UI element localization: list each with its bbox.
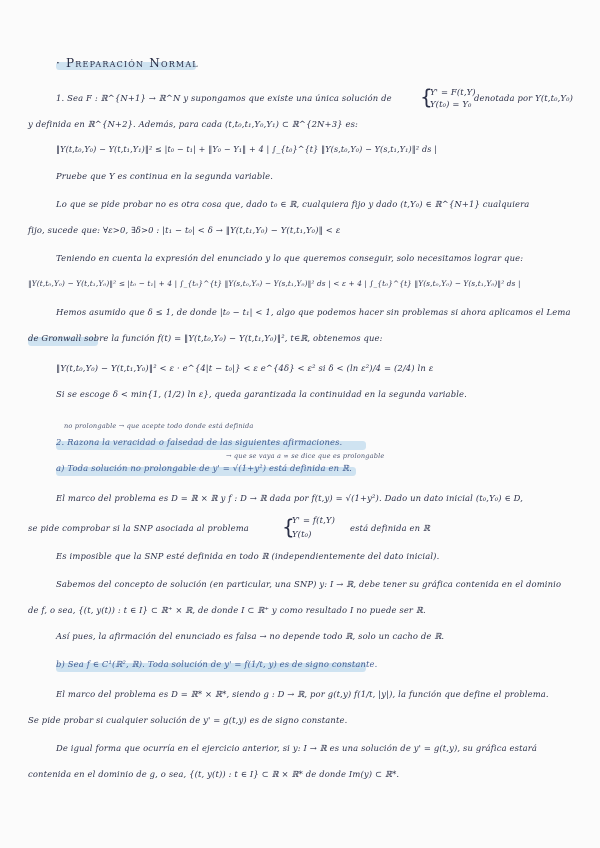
- p3-item-a: a) Toda solución no prolongable de y' = √(1+y²) está definida en ℝ.: [56, 463, 352, 473]
- p3-line5: de f, o sea, {(t, y(t)) : t ∈ I} ⊂ ℝ⁺ × ℝ, de donde I ⊂ ℝ⁺ y como resultado I no puede ser ℝ.: [28, 605, 426, 615]
- p2-line6: Si se escoge δ < min{1, (1/2) ln ε}, queda garantizada la continuidad en la segunda variable.: [56, 389, 467, 399]
- p4-line3: De igual forma que ocurría en el ejercicio anterior, si y: I → ℝ es una solución de y' = g(t,y), su gráfica estará: [56, 743, 538, 753]
- p3-note2: → que se vaya a ∞ se dice que es prolongable: [226, 452, 385, 460]
- p3-line1: El marco del problema es D = ℝ × ℝ y f : D → ℝ dada por f(t,y) = √(1+y²). Dado un dato inicial (t₀,Y₀) ∈ D,: [56, 493, 524, 503]
- p2-formula: ‖Y(t,t₀,Y₀) − Y(t,t₁,Y₀)‖² ≤ |t₀ − t₁| + 4 | ∫_{t₀}^{t} ‖Y(s,t₀,Y₀) − Y(s,t₁,Y₀)‖² ds | < ε + 4 | ∫_{t₀}^{t} ‖Y(s,t₀,Y₀) − Y(s,t₁,Y₀)‖² ds |: [28, 279, 521, 288]
- p4-line4: contenida en el dominio de g, o sea, {(t, y(t)) : t ∈ I} ⊂ ℝ × ℝ* de donde Im(y) ⊂ ℝ*.: [28, 769, 400, 779]
- p3-heading: 2. Razona la veracidad o falsedad de las siguientes afirmaciones.: [56, 437, 343, 447]
- p1-line1-end: denotada por Y(t,t₀,Y₀): [474, 93, 574, 103]
- p2-line1: Lo que se pide probar no es otra cosa que, dado t₀ ∈ ℝ, cualquiera fijo y dado (t,Y₀) ∈ ℝ^{N+1} cualquiera: [56, 199, 530, 209]
- p4-item-b: b) Sea f ∈ C¹(ℝ², ℝ). Toda solución de y' = f(1/t, y) es de signo constante.: [56, 659, 378, 669]
- p4-line1: El marco del problema es D = ℝ* × ℝ*, siendo g : D → ℝ, por g(t,y) f(1/t, |y|), la función que define el problema.: [56, 689, 549, 699]
- p2-formula2: ‖Y(t,t₀,Y₀) − Y(t,t₁,Y₀)‖² < ε · e^{4|t − t₀|} < ε e^{4δ} < ε² si δ < (ln ε²)/4 = (2/4) ln ε: [56, 363, 434, 373]
- p3-line2: se pide comprobar si la SNP asociada al problema: [28, 523, 249, 533]
- system-brace-2: {: [282, 515, 295, 539]
- p2-line2: fijo, sucede que: ∀ε>0, ∃δ>0 : |t₁ − t₀| < δ → ‖Y(t,t₁,Y₀) − Y(t,t₁,Y₀)‖ < ε: [28, 225, 341, 235]
- page-title: · Preparación Normal: [56, 56, 199, 70]
- p2-line4: Hemos asumido que δ ≤ 1, de donde |t₀ − t₁| < 1, algo que podemos hacer sin problemas si ahora aplicamos el Lema: [56, 307, 571, 317]
- p2-line3: Teniendo en cuenta la expresión del enunciado y lo que queremos conseguir, solo necesitamos lograr que:: [56, 253, 524, 263]
- system-brace: {: [420, 85, 433, 109]
- p1-prove: Pruebe que Y es continua en la segunda variable.: [56, 171, 274, 181]
- p1-line2: y definida en ℝ^{N+2}. Además, para cada (t,t₀,t₁,Y₀,Y₁) ⊂ ℝ^{2N+3} es:: [28, 119, 358, 129]
- p1-system-top: Y' = F(t,Y): [430, 87, 476, 97]
- p3-system-bottom: Y(t₀): [292, 529, 312, 539]
- p3-system-top: Y' = f(t,Y): [292, 515, 336, 525]
- p3-line4: Sabemos del concepto de solución (en particular, una SNP) y: I → ℝ, debe tener su gráfica contenida en el dominio: [56, 579, 562, 589]
- p1-system-bottom: Y(t₀) = Y₀: [430, 99, 472, 109]
- p3-line3: Es imposible que la SNP esté definida en todo ℝ (independientemente del dato inicial).: [56, 551, 440, 561]
- p3-line6: Así pues, la afirmación del enunciado es falsa → no depende todo ℝ, solo un cacho de ℝ.: [56, 631, 445, 641]
- p4-line2: Se pide probar si cualquier solución de y' = g(t,y) es de signo constante.: [28, 715, 348, 725]
- p1-formula: ‖Y(t,t₀,Y₀) − Y(t,t₁,Y₁)‖² ≤ |t₀ − t₁| + ‖Y₀ − Y₁‖ + 4 | ∫_{t₀}^{t} ‖Y(s,t₀,Y₀) − Y(s,t₁,Y₁)‖² ds |: [56, 145, 438, 154]
- p3-line2-end: está definida en ℝ: [350, 523, 431, 533]
- p3-note: no prolongable → que acepte todo donde está definida: [64, 422, 254, 430]
- p1-line1: 1. Sea F : ℝ^{N+1} → ℝ^N y supongamos que existe una única solución de: [56, 93, 392, 103]
- p2-line5: de Gronwall sobre la función f(t) = ‖Y(t,t₀,Y₀) − Y(t,t₁,Y₀)‖², t∈ℝ, obtenemos que:: [28, 333, 383, 343]
